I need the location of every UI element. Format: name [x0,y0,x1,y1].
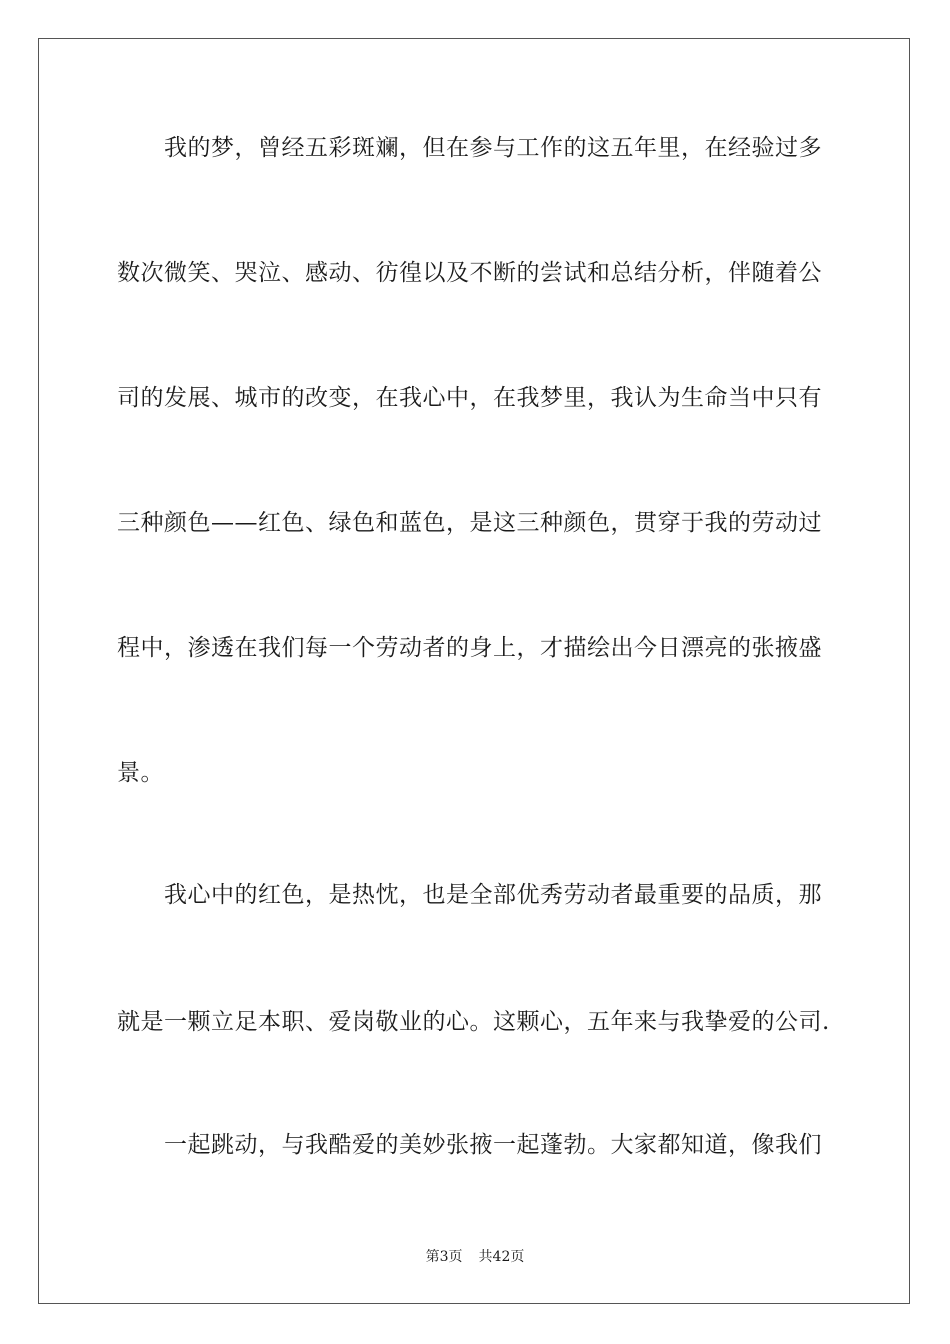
page-frame [38,38,910,1304]
paragraph-2-line-1: 我心中的红色，是热忱，也是全部优秀劳动者最重要的品质，那 [164,882,822,908]
paragraph-1-line-2: 数次微笑、哭泣、感动、彷徨以及不断的尝试和总结分析，伴随着公 [117,260,822,286]
paragraph-1-line-6: 景。 [117,760,164,786]
page-number: 第3页 [425,1249,463,1265]
page-footer [0,1248,950,1266]
paragraph-2-line-2: 就是一颗立足本职、爱岗敬业的心。这颗心，五年来与我挚爱的公司. [117,1009,830,1035]
paragraph-3-line-1: 一起跳动，与我酷爱的美妙张掖一起蓬勃。大家都知道，像我们 [164,1132,822,1158]
paragraph-1-line-5: 程中，渗透在我们每一个劳动者的身上，才描绘出今日漂亮的张掖盛 [117,635,822,661]
paragraph-1-line-4: 三种颜色——红色、绿色和蓝色，是这三种颜色，贯穿于我的劳动过 [117,510,822,536]
paragraph-1-line-1: 我的梦，曾经五彩斑斓，但在参与工作的这五年里，在经验过多 [164,135,822,161]
page-total: 共42页 [478,1249,525,1265]
paragraph-1-line-3: 司的发展、城市的改变，在我心中，在我梦里，我认为生命当中只有 [117,385,822,411]
